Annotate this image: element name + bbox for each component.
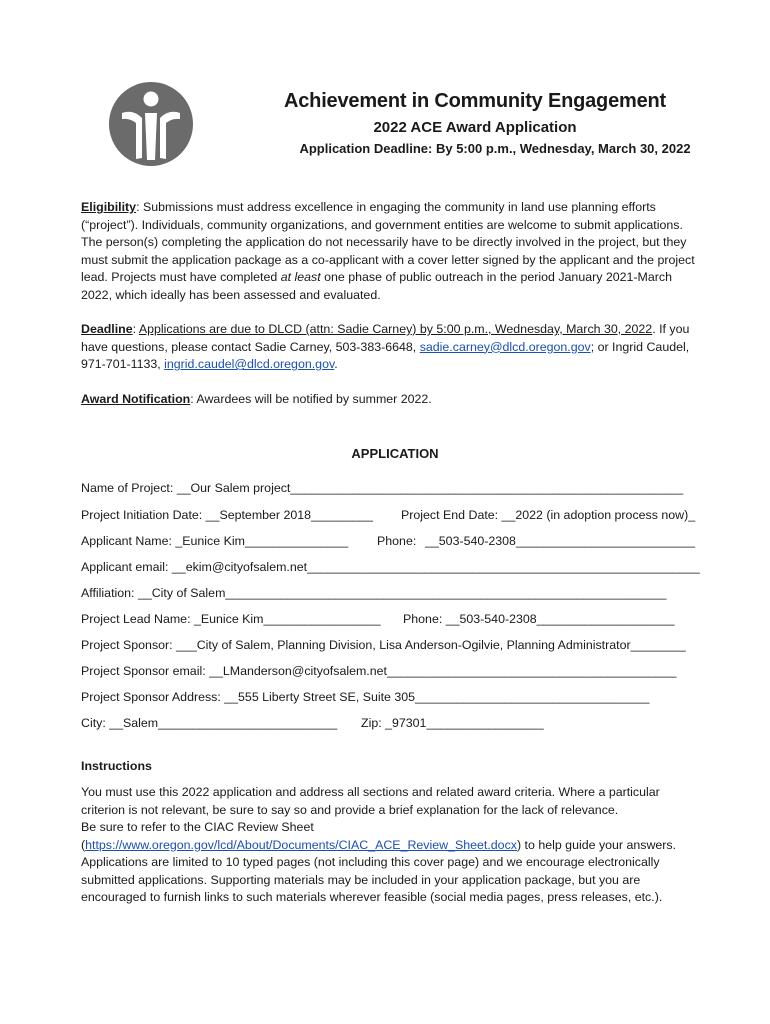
dlcd-figure-logo-icon <box>109 82 193 166</box>
review-sheet-link[interactable]: https://www.oregon.gov/lcd/About/Documents/CIAC_ACE_Review_Sheet.docx <box>85 837 517 852</box>
city-field: City: __Salem__________________________ <box>81 716 338 730</box>
ingrid-email-link[interactable]: ingrid.caudel@dlcd.oregon.gov <box>164 357 335 372</box>
eligibility-text-a: : Submissions must address excellence in engaging the community in land use planning efforts (“project”). Individuals, community organizations, and government entities are welcome to submit applications. The person(s) completing the application do not necessarily have to be directly involved in the project, but they must submit the application package as a co-applicant with a cover letter signed by the applicant and the project lead. Projects must have completed <box>81 200 695 285</box>
project-name-field: Name of Project: __Our Salem project_________________________________________________________ <box>81 481 684 495</box>
eligibility-label: Eligibility <box>81 200 137 214</box>
eligibility-emphasis: at least <box>280 270 321 285</box>
applicant-email-field: Applicant email: __ekim@cityofsalem.net_________________________________________________________ <box>81 560 700 574</box>
sadie-email-link[interactable]: sadie.carney@dlcd.oregon.gov <box>419 339 591 354</box>
application-heading: APPLICATION <box>351 446 439 461</box>
affiliation-field: Affiliation: __City of Salem________________________________________________________________ <box>81 586 667 600</box>
project-lead-phone-field: Phone: __503-540-2308____________________ <box>403 612 675 626</box>
deadline-underlined-text: Applications are due to DLCD (attn: Sadie Carney) by 5:00 p.m., Wednesday, March 30, 2022 <box>138 322 653 336</box>
applicant-phone-label: Phone: <box>377 534 417 548</box>
page-subtitle: 2022 ACE Award Application <box>373 119 577 136</box>
deadline-paragraph <box>81 321 703 374</box>
paren-open: ( <box>81 837 86 852</box>
project-lead-name-field: Project Lead Name: _Eunice Kim_________________ <box>81 612 381 626</box>
page-title: Achievement in Community Engagement <box>284 90 666 112</box>
applicant-name-field: Applicant Name: _Eunice Kim_______________ <box>81 534 349 548</box>
award-notification-text: : Awardees will be notified by summer 2022. <box>190 392 432 406</box>
project-initiation-date-field: Project Initiation Date: __September 2018_________ <box>81 508 374 522</box>
deadline-text-b: ; or Ingrid Caudel, 971-701-1133, <box>81 339 690 372</box>
applicant-phone-value: __503-540-2308__________________________ <box>425 534 696 548</box>
application-deadline-heading: Application Deadline: By 5:00 p.m., Wednesday, March 30, 2022 <box>299 141 691 156</box>
deadline-label: Deadline <box>81 322 133 336</box>
instructions-heading: Instructions <box>81 759 152 773</box>
project-sponsor-email-field: Project Sponsor email: __LManderson@cityofsalem.net__________________________________________ <box>81 664 677 678</box>
instructions-text-rest: ) to help guide your answers. Applications are limited to 10 typed pages (not including this cover page) and we encourage electronically submitted applications. Supporting materials may be included in your application package, but you are encouraged to furnish links to such materials wherever feasible (social media pages, press releases, etc.). <box>81 837 677 905</box>
deadline-text-c: . <box>334 357 338 372</box>
zip-field: Zip: _97301_________________ <box>361 716 544 730</box>
project-sponsor-field: Project Sponsor: ___City of Salem, Planning Division, Lisa Anderson-Ogilvie, Planning Administrator________ <box>81 638 686 652</box>
instructions-paragraph-1: You must use this 2022 application and address all sections and related award criteria. Where a particular criterion is not relevant, be sure to say so and provide a brief explanation for the lack of relevance. <box>81 785 660 817</box>
deadline-text-a: . If you have questions, please contact Sadie Carney, 503-383-6648, <box>81 322 690 354</box>
eligibility-paragraph <box>81 199 703 305</box>
instructions-paragraph-2 <box>81 819 703 907</box>
award-notification-paragraph <box>81 391 703 409</box>
deadline-sep: : <box>132 322 139 336</box>
eligibility-text-b: one phase of public outreach in the period January 2021-March 2022, which ideally has been assessed and evaluated. <box>81 270 672 302</box>
project-sponsor-address-field: Project Sponsor Address: __555 Liberty Street SE, Suite 305__________________________________ <box>81 690 650 704</box>
project-end-date-field: Project End Date: __2022 (in adoption process now)_ <box>401 508 696 522</box>
award-notification-label: Award Notification <box>81 392 191 406</box>
review-sheet-intro: Be sure to refer to the CIAC Review Sheet <box>81 820 314 834</box>
